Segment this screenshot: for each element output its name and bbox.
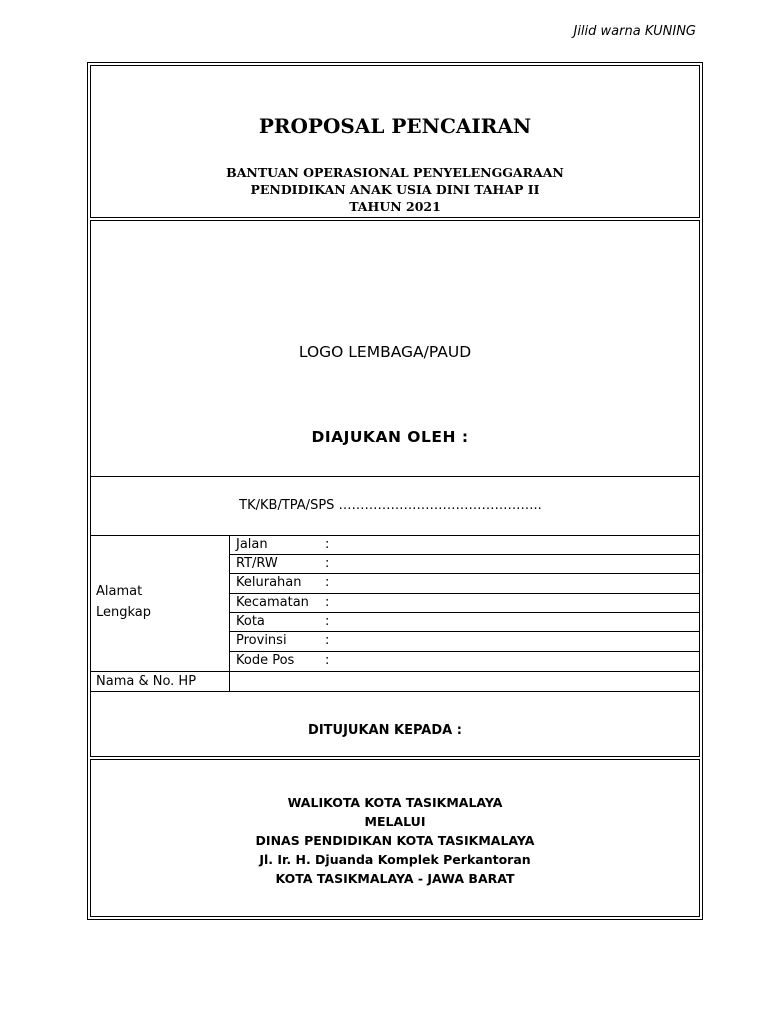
field-colon: : — [325, 556, 330, 571]
address-column-divider — [229, 535, 230, 692]
recipient-line-3: DINAS PENDIDIKAN KOTA TASIKMALAYA — [255, 833, 535, 848]
subtitle-line-3: TAHUN 2021 — [349, 199, 441, 214]
field-divider — [229, 593, 699, 594]
name-phone-label: Nama & No. HP — [96, 674, 197, 689]
field-colon: : — [325, 653, 330, 668]
binding-color-note: Jilid warna KUNING — [573, 24, 696, 39]
field-label-kode-pos: Kode Pos — [236, 653, 295, 668]
submitted-by-heading: DIAJUKAN OLEH : — [311, 428, 469, 446]
recipient-line-1: WALIKOTA KOTA TASIKMALAYA — [287, 795, 503, 810]
field-colon: : — [325, 575, 330, 590]
field-divider — [229, 612, 699, 613]
field-label-kelurahan: Kelurahan — [236, 575, 302, 590]
applicant-box — [90, 220, 700, 757]
recipient-line-2: MELALUI — [364, 814, 426, 829]
recipient-line-4: Jl. Ir. H. Djuanda Komplek Perkantoran — [259, 852, 531, 867]
field-divider — [91, 691, 699, 692]
field-label-kecamatan: Kecamatan — [236, 595, 309, 610]
address-label-2: Lengkap — [96, 605, 152, 620]
field-divider — [229, 651, 699, 652]
divider — [91, 476, 699, 477]
field-colon: : — [325, 633, 330, 648]
logo-placeholder: LOGO LEMBAGA/PAUD — [298, 343, 472, 361]
address-label-1: Alamat — [96, 584, 143, 599]
field-divider — [229, 554, 699, 555]
recipient-box — [90, 759, 700, 917]
header-box — [90, 65, 700, 218]
addressed-to-heading: DITUJUKAN KEPADA : — [308, 723, 462, 738]
subtitle-line-2: PENDIDIKAN ANAK USIA DINI TAHAP II — [250, 182, 540, 197]
field-label-kota: Kota — [236, 614, 265, 629]
field-label-provinsi: Provinsi — [236, 633, 287, 648]
field-divider — [229, 631, 699, 632]
subtitle-line-1: BANTUAN OPERASIONAL PENYELENGGARAAN — [226, 165, 564, 180]
field-colon: : — [325, 595, 330, 610]
field-divider — [229, 573, 699, 574]
field-label-jalan: Jalan — [236, 537, 268, 552]
field-colon: : — [325, 537, 330, 552]
field-label-rtrw: RT/RW — [236, 556, 278, 571]
field-colon: : — [325, 614, 330, 629]
institution-line: TK/KB/TPA/SPS ……………………………………….. — [239, 498, 542, 513]
page-title: PROPOSAL PENCAIRAN — [258, 114, 532, 138]
divider — [91, 535, 699, 536]
recipient-line-5: KOTA TASIKMALAYA - JAWA BARAT — [275, 871, 515, 886]
